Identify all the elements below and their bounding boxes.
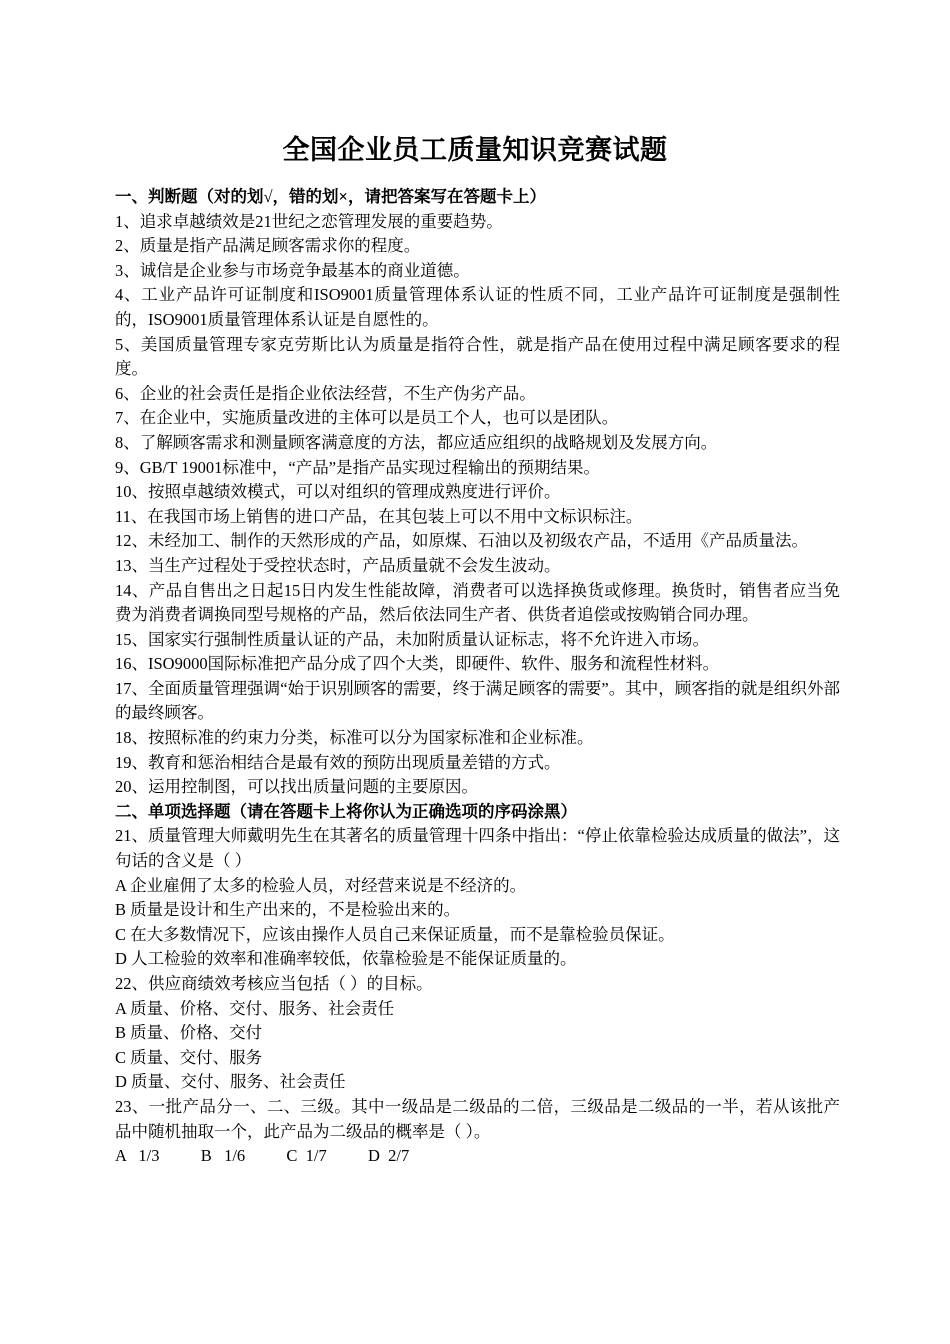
question-23-stem: 23、一批产品分一、二、三级。其中一级品是二级品的二倍，三级品是二级品的一半，若从该批产品中随机抽取一个，此产品为二级品的概率是（ ）。 xyxy=(115,1096,840,1141)
question-17: 17、全面质量管理强调“始于识别顾客的需要，终于满足顾客的需要”。其中，顾客指的就是组织外部的最终顾客。 xyxy=(115,678,840,723)
question-11: 11、在我国市场上销售的进口产品，在其包装上可以不用中文标识标注。 xyxy=(115,506,643,526)
document-title: 全国企业员工质量知识竞赛试题 xyxy=(282,135,668,165)
question-14: 14、产品自售出之日起15日内发生性能故障，消费者可以选择换货或修理。换货时，销售者应当免费为消费者调换同型号规格的产品，然后依法同生产者、供货者追偿或按购销合同办理。 xyxy=(115,580,840,625)
document-body xyxy=(115,185,840,1169)
question-21-option-d: D 人工检验的效率和准确率较低，依靠检验是不能保证质量的。 xyxy=(115,949,577,969)
question-13: 13、当生产过程处于受控状态时，产品质量就不会发生波动。 xyxy=(115,555,561,575)
question-21-stem: 21、质量管理大师戴明先生在其著名的质量管理十四条中指出：“停止依靠检验达成质量的做法”，这句话的含义是（ ） xyxy=(115,826,840,871)
question-3: 3、诚信是企业参与市场竞争最基本的商业道德。 xyxy=(115,260,470,280)
section-heading-single-choice: 二、单项选择题（请在答题卡上将你认为正确选项的序码涂黑） xyxy=(115,801,577,821)
question-4: 4、工业产品许可证制度和ISO9001质量管理体系认证的性质不同，工业产品许可证制度是强制性的，ISO9001质量管理体系认证是自愿性的。 xyxy=(115,285,840,329)
question-7: 7、在企业中，实施质量改进的主体可以是员工个人，也可以是团队。 xyxy=(115,408,619,428)
question-12: 12、未经加工、制作的天然形成的产品，如原煤、石油以及初级农产品，不适用《产品质量法。 xyxy=(115,531,808,551)
question-21-option-a: A 企业雇佣了太多的检验人员，对经营来说是不经济的。 xyxy=(115,875,527,895)
question-22-option-c: C 质量、交付、服务 xyxy=(115,1047,263,1067)
question-6: 6、企业的社会责任是指企业依法经营，不生产伪劣产品。 xyxy=(115,383,536,403)
question-1: 1、追求卓越绩效是21世纪之恋管理发展的重要趋势。 xyxy=(115,211,503,231)
question-18: 18、按照标准的约束力分类，标准可以分为国家标准和企业标准。 xyxy=(115,728,594,748)
question-10: 10、按照卓越绩效模式，可以对组织的管理成熟度进行评价。 xyxy=(115,482,561,502)
question-22-option-d: D 质量、交付、服务、社会责任 xyxy=(115,1072,346,1092)
question-22-stem: 22、供应商绩效考核应当包括（ ）的目标。 xyxy=(115,974,433,993)
question-9: 9、GB/T 19001标准中，“产品”是指产品实现过程输出的预期结果。 xyxy=(115,457,601,477)
question-22-option-a: A 质量、价格、交付、服务、社会责任 xyxy=(115,998,395,1018)
question-22-option-b: B 质量、价格、交付 xyxy=(115,1023,263,1043)
question-8: 8、了解顾客需求和测量顾客满意度的方法，都应适应组织的战略规划及发展方向。 xyxy=(115,432,718,452)
question-19: 19、教育和惩治相结合是最有效的预防出现质量差错的方式。 xyxy=(115,752,561,772)
section-heading-true-false: 一、判断题（对的划√，错的划×，请把答案写在答题卡上） xyxy=(115,187,546,206)
question-23-options: A 1/3 B 1/6 C 1/7 D 2/7 xyxy=(115,1146,410,1166)
question-20: 20、运用控制图，可以找出质量问题的主要原因。 xyxy=(115,777,478,797)
question-5: 5、美国质量管理专家克劳斯比认为质量是指符合性，就是指产品在使用过程中满足顾客要求的程度。 xyxy=(115,334,840,379)
question-15: 15、国家实行强制性质量认证的产品，未加附质量认证标志，将不允许进入市场。 xyxy=(115,629,709,649)
question-21-option-b: B 质量是设计和生产出来的，不是检验出来的。 xyxy=(115,900,461,920)
question-2: 2、质量是指产品满足顾客需求你的程度。 xyxy=(115,236,421,256)
question-16: 16、ISO9000国际标准把产品分成了四个大类，即硬件、软件、服务和流程性材料。 xyxy=(115,654,720,674)
question-21-option-c: C 在大多数情况下，应该由操作人员自己来保证质量，而不是靠检验员保证。 xyxy=(115,924,675,944)
